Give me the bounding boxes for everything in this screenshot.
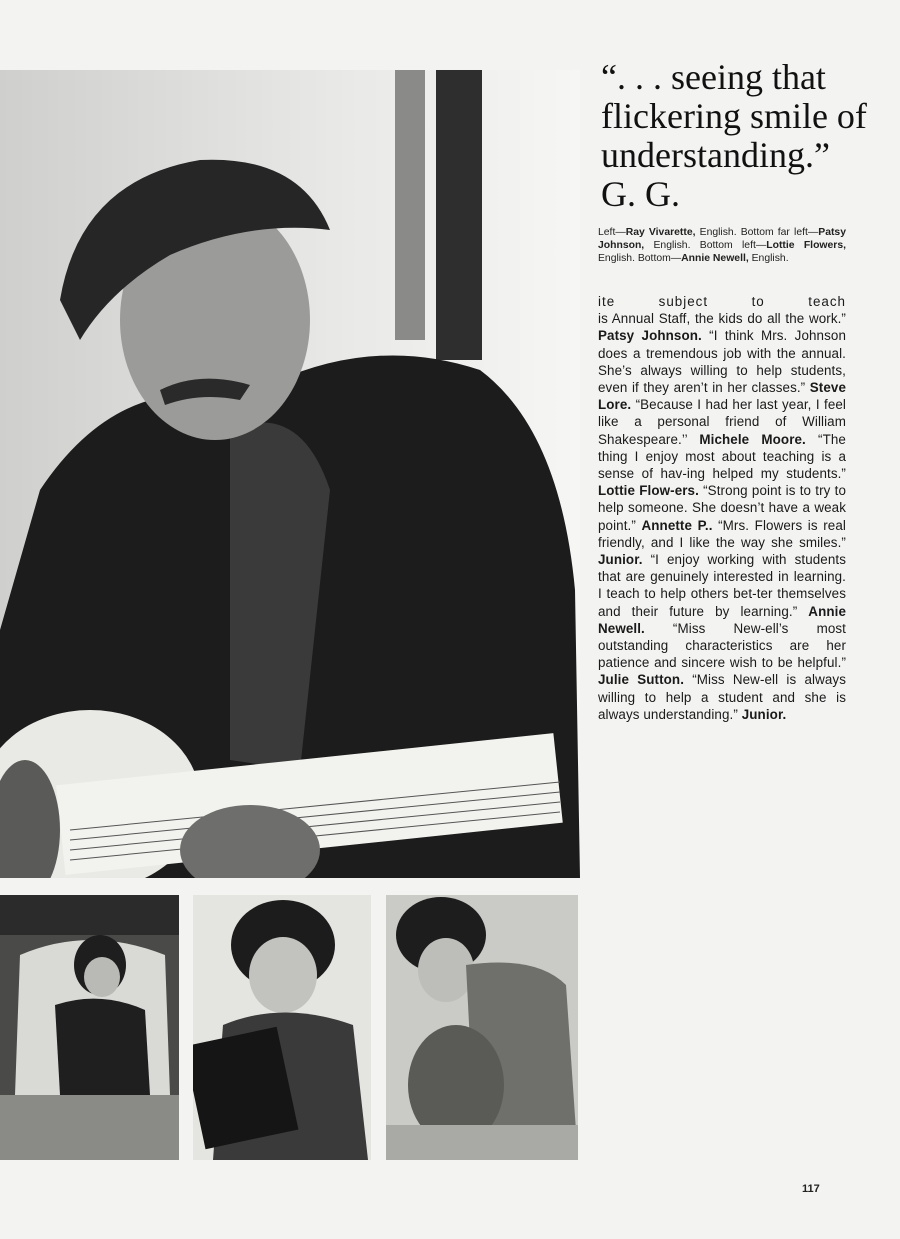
body-text: is Annual Staff, the kids do all the work.” bbox=[598, 311, 846, 327]
body-text: “Because I had her last year, I feel like a personal friend of William Shakespeare.’’ bbox=[598, 397, 846, 447]
speaker-name: Junior. bbox=[741, 706, 787, 722]
speaker-name: Junior. bbox=[598, 552, 643, 568]
caption-text: English. Bottom far left— bbox=[695, 227, 819, 238]
body-text: “The thing I enjoy most about teaching is a sense of hav-ing helped my students.” bbox=[598, 431, 846, 482]
annie-newell-photo bbox=[386, 895, 578, 1160]
pull-quote bbox=[601, 58, 891, 214]
caption-text: English. Bottom left— bbox=[644, 240, 767, 251]
caption-name: Ray Vivarette, bbox=[625, 227, 696, 238]
photo-caption bbox=[598, 226, 846, 265]
caption-name: Lottie Flowers, bbox=[766, 240, 846, 251]
caption-name: Patsy Johnson, bbox=[598, 227, 846, 251]
quote-line: understanding.” bbox=[601, 135, 830, 175]
speaker-name: Michele Moore. bbox=[699, 431, 806, 447]
speaker-name: Julie Sutton. bbox=[598, 672, 685, 688]
patsy-johnson-photo bbox=[0, 895, 179, 1160]
speaker-name: Patsy Johnson. bbox=[598, 328, 702, 344]
body-text: “I think Mrs. Johnson does a tremendous job with the annual. She’s always willing to help students, even if they aren’t in her classes.” bbox=[598, 328, 846, 396]
speaker-name: Annette P.. bbox=[641, 517, 713, 533]
caption-text: English. bbox=[748, 253, 789, 264]
quote-line: “. . . seeing that bbox=[601, 57, 826, 97]
caption-text: Left— bbox=[598, 227, 626, 238]
speaker-name: Steve Lore. bbox=[598, 380, 846, 413]
body-first-line: ite subject to teach bbox=[598, 294, 846, 309]
page-number: 117 bbox=[802, 1183, 820, 1195]
guitarist-photo bbox=[0, 70, 580, 878]
article-body bbox=[598, 293, 846, 723]
lottie-flowers-photo bbox=[193, 895, 371, 1160]
body-text: “Mrs. Flowers is real friendly, and I like the way she smiles.” bbox=[598, 517, 846, 550]
body-text: “Miss New-ell’s most outstanding characteristics are her patience and sincere wish to be helpful.” bbox=[598, 620, 846, 671]
body-text: “Strong point is to try to help someone. She doesn’t have a weak point.” bbox=[598, 483, 846, 533]
speaker-name: Annie Newell. bbox=[598, 603, 846, 636]
speaker-name: Lottie Flow-ers. bbox=[598, 483, 699, 499]
caption-name: Annie Newell, bbox=[681, 253, 749, 264]
body-text: “Miss New-ell is always willing to help a student and she is always understanding.” bbox=[598, 672, 846, 722]
quote-line: flickering smile of bbox=[601, 96, 867, 136]
quote-attribution: G. G. bbox=[601, 174, 680, 214]
caption-text: English. Bottom— bbox=[598, 253, 682, 264]
body-text: “I enjoy working with students that are genuinely interested in learning. I teach to help others bet-ter themselves and their future by learning.” bbox=[598, 552, 846, 619]
